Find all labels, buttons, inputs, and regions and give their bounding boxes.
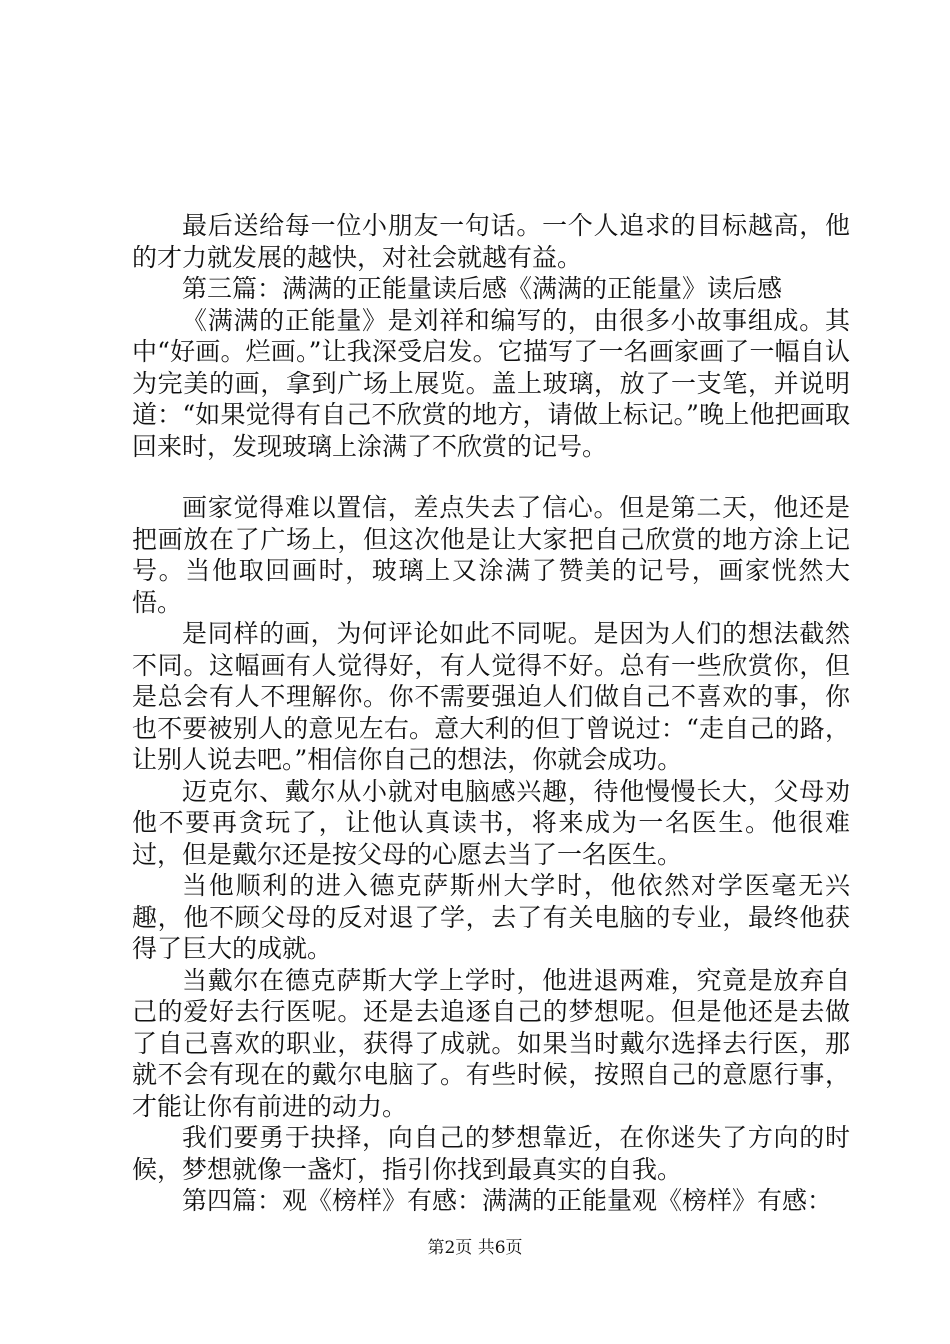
paragraph-closing-advice: 最后送给每一位小朋友一句话。一个人追求的目标越高，他的才力就发展的越快，对社会就越有益。 — [132, 211, 850, 272]
section-heading-part-three: 第三篇：满满的正能量读后感《满满的正能量》读后感 — [182, 274, 783, 303]
section-heading-part-four: 第四篇：观《榜样》有感：满满的正能量观《榜样》有感： — [182, 1186, 833, 1215]
paragraph-book-intro: 《满满的正能量》是刘祥和编写的，由很多小故事组成。其中“好画。烂画。”让我深受启发。它描写了一名画家画了一幅自认为完美的画，拿到广场上展览。盖上玻璃，放了一支笔，并说明道：“如果觉得有自己不欣赏的地方，请做上标记。”晚上他把画取回来时，发现玻璃上涂满了不欣赏的记号。 — [132, 305, 850, 461]
paragraph-painter-realization: 画家觉得难以置信，差点失去了信心。但是第二天，他还是把画放在了广场上，但这次他是让大家把自己欣赏的地方涂上记号。当他取回画时，玻璃上又涂满了赞美的记号，画家恍然大悟。 — [132, 493, 850, 617]
document-body — [132, 210, 850, 1217]
paragraph-dell-university: 当他顺利的进入德克萨斯州大学时，他依然对学医毫无兴趣，他不顾父母的反对退了学，去了有关电脑的专业，最终他获得了巨大的成就。 — [132, 871, 850, 963]
page-number-footer: 第2页 共6页 — [427, 1238, 523, 1258]
paragraph-dell-childhood: 迈克尔、戴尔从小就对电脑感兴趣，待他慢慢长大，父母劝他不要再贪玩了，让他认真读书，将来成为一名医生。他很难过，但是戴尔还是按父母的心愿去当了一名医生。 — [132, 776, 850, 869]
paragraph-different-opinions: 是同样的画，为何评论如此不同呢。是因为人们的想法截然不同。这幅画有人觉得好，有人觉得不好。总有一些欣赏你，但是总会有人不理解你。你不需要强迫人们做自己不喜欢的事，你也不要被别人的意见左右。意大利的但丁曾说过：“走自己的路，让别人说去吧。”相信你自己的想法，你就会成功。 — [132, 619, 850, 774]
paragraph-dell-choice: 当戴尔在德克萨斯大学上学时，他进退两难，究竟是放弃自己的爱好去行医呢。还是去追逐自己的梦想呢。但是他还是去做了自己喜欢的职业，获得了成就。如果当时戴尔选择去行医，那就不会有现在的戴尔电脑了。有些时候，按照自己的意愿行事，才能让你有前进的动力。 — [132, 965, 850, 1121]
paragraph-follow-dreams: 我们要勇于抉择，向自己的梦想靠近，在你迷失了方向的时候，梦想就像一盏灯，指引你找到最真实的自我。 — [132, 1123, 850, 1184]
